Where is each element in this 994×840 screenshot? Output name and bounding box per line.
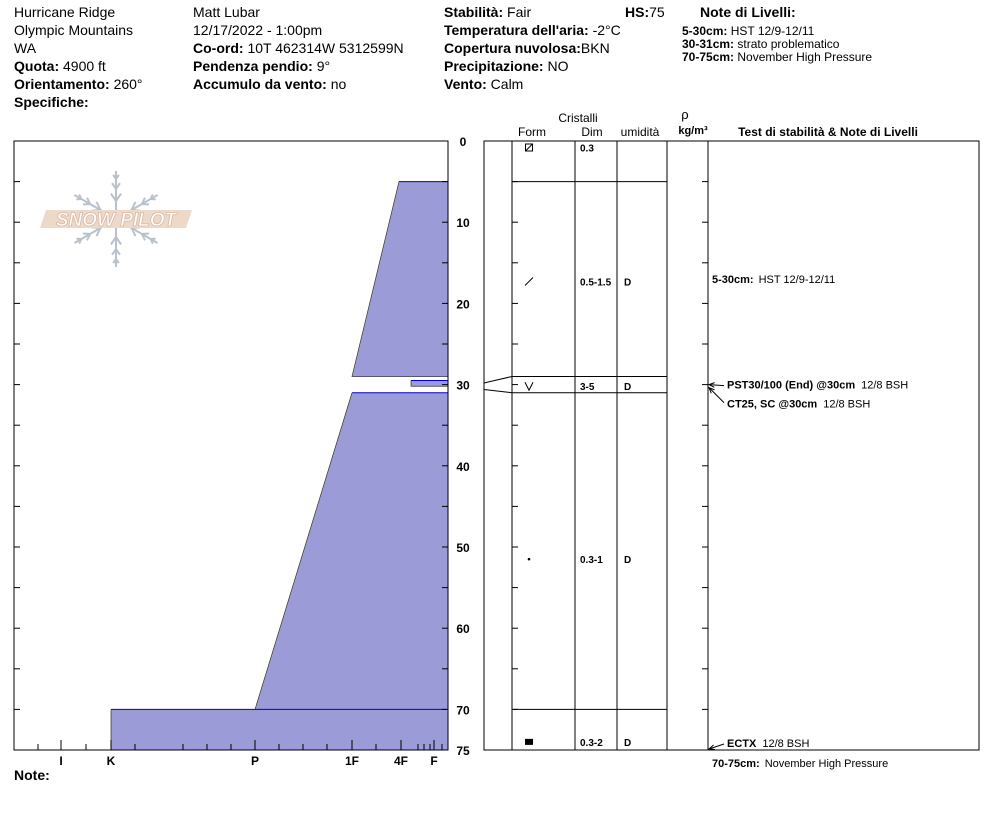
- depth-axis: [456, 135, 470, 758]
- column-header-density-unit: kg/m³: [678, 125, 708, 137]
- location: Hurricane Ridge: [14, 4, 116, 20]
- slash-line: [525, 277, 533, 285]
- depth-label: 75: [456, 744, 470, 758]
- hardness-label: P: [250, 754, 260, 768]
- layer-note-range: 70-75cm:: [712, 758, 760, 770]
- layer-connector: [484, 376, 512, 382]
- aspect-label: Orientamento:: [14, 76, 110, 92]
- hardness-label: F: [430, 754, 438, 768]
- v-shape: [525, 382, 533, 390]
- layer-note-text: November High Pressure: [737, 50, 873, 64]
- slope-value: 9°: [316, 58, 331, 74]
- depth-label: 20: [456, 297, 470, 312]
- cloud-value: BKN: [580, 40, 610, 56]
- column-header-form: Form: [518, 125, 546, 139]
- layer-note-text: HST 12/9-12/11: [730, 24, 815, 38]
- grain-size: 0.5-1.5: [580, 277, 612, 289]
- depth-label: 10: [456, 216, 470, 231]
- grain-size: 3-5: [580, 382, 595, 394]
- flake-branch: [142, 233, 149, 234]
- dot-icon: [528, 558, 531, 561]
- flake-branch: [83, 204, 90, 205]
- layer-note-range: 5-30cm:: [712, 274, 754, 287]
- air-temp-label: Temperatura dell'aria:: [444, 22, 589, 38]
- cloud-label: Copertura nuvolosa:: [444, 40, 581, 56]
- snowpilot-logo: [40, 171, 192, 267]
- layer-connector: [484, 389, 512, 392]
- stability-test: [727, 399, 870, 411]
- hardness-layer: [352, 182, 448, 377]
- stability-value: Fair: [507, 4, 532, 20]
- layer-note-text: HST 12/9-12/11: [758, 274, 836, 287]
- column-header-size: Dim: [581, 125, 603, 139]
- v-icon: [525, 382, 533, 390]
- depth-ticks-right: [512, 182, 708, 710]
- test-note: 12/8 BSH: [762, 738, 810, 750]
- layer-note-text: strato problematico: [737, 37, 840, 51]
- grain-size: 0.3-1: [580, 555, 603, 567]
- grain-size: 0.3-2: [580, 737, 603, 749]
- test-note: 12/8 BSH: [861, 379, 909, 392]
- logo-text: SNOW PILOT: [55, 210, 177, 231]
- wind-value: Calm: [490, 76, 524, 92]
- elevation-label: Quota:: [14, 58, 60, 74]
- wind-label: Vento:: [444, 76, 487, 92]
- grain-size: 0.3: [580, 143, 594, 155]
- elevation-value: 4900 ft: [63, 58, 106, 74]
- layer-note-row: [712, 758, 888, 770]
- hs-value: 75: [649, 4, 665, 20]
- air-temp-value: -2°C: [592, 22, 621, 38]
- test-label: PST30/100 (End) @30cm: [727, 379, 856, 392]
- layer-table: [484, 141, 979, 750]
- layer-note-row: [712, 274, 835, 286]
- arrow-shaft: [709, 388, 724, 403]
- stability-test: [727, 380, 908, 392]
- moisture-value: D: [624, 555, 632, 567]
- stability-label: Stabilità:: [444, 4, 504, 20]
- filled-square-icon: [525, 739, 533, 745]
- specifics-label: Specifiche:: [14, 94, 89, 110]
- state: WA: [14, 40, 37, 56]
- hs-label: HS:: [625, 4, 650, 20]
- depth-label: 60: [456, 622, 470, 637]
- wind-loading-label: Accumulo da vento:: [193, 76, 327, 92]
- column-header-density-symbol: ρ: [681, 107, 689, 122]
- filled-square: [525, 739, 533, 745]
- layer-note-range: 5-30cm:: [682, 24, 728, 38]
- layer-note-range: 30-31cm:: [682, 37, 735, 51]
- column-header-crystals: Cristalli: [558, 111, 598, 125]
- wind-loading-value: no: [330, 76, 347, 92]
- slash-line: [526, 144, 533, 151]
- hardness-layer: [255, 393, 448, 710]
- hardness-layer: [411, 381, 448, 387]
- range: Olympic Mountains: [14, 22, 134, 38]
- layer-note-range: 70-75cm:: [682, 50, 735, 64]
- stability-tests: [709, 274, 908, 770]
- hardness-label: 4F: [393, 754, 409, 768]
- aspect-value: 260°: [113, 76, 143, 92]
- arrow-icon: [709, 744, 724, 749]
- depth-label: 40: [456, 459, 470, 474]
- precip-value: NO: [547, 58, 569, 74]
- depth-label: 50: [456, 541, 470, 555]
- moisture-value: D: [624, 277, 632, 289]
- hardness-label: 1F: [344, 754, 360, 768]
- observer: Matt Lubar: [193, 4, 260, 20]
- arrow-icon: [709, 383, 724, 388]
- hardness-label: I: [59, 754, 63, 768]
- test-label: CT25, SC @30cm: [727, 398, 818, 411]
- datetime: 12/17/2022 - 1:00pm: [193, 22, 323, 38]
- test-label: ECTX: [727, 738, 757, 750]
- moisture-value: D: [624, 382, 632, 394]
- slash-icon: [525, 277, 533, 285]
- note-label: Note:: [14, 767, 50, 783]
- hardness-profile: [111, 141, 448, 750]
- stability-test: [727, 738, 809, 750]
- layer-notes-title: Note di Livelli:: [700, 4, 796, 20]
- test-note: 12/8 BSH: [823, 398, 871, 411]
- dot-shape: [528, 558, 531, 561]
- arrow-icon: [709, 388, 724, 403]
- moisture-value: D: [624, 737, 632, 749]
- square-slash-icon: [526, 144, 533, 151]
- column-header-moisture: umidità: [620, 125, 660, 139]
- column-header-stability-notes: Test di stabilità & Note di Livelli: [738, 125, 918, 139]
- hardness-label: K: [106, 754, 116, 768]
- layer-table-frame: [484, 141, 979, 750]
- layer-note-text: November High Pressure: [764, 758, 889, 770]
- depth-label: 0: [459, 135, 467, 149]
- precip-label: Precipitazione:: [444, 58, 544, 74]
- coord-label: Co-ord:: [193, 40, 244, 56]
- depth-label: 30: [456, 378, 470, 393]
- slope-label: Pendenza pendio:: [193, 58, 313, 74]
- hardness-layer: [111, 709, 448, 750]
- depth-label: 70: [456, 703, 470, 718]
- coord-value: 10T 462314W 5312599N: [247, 40, 404, 56]
